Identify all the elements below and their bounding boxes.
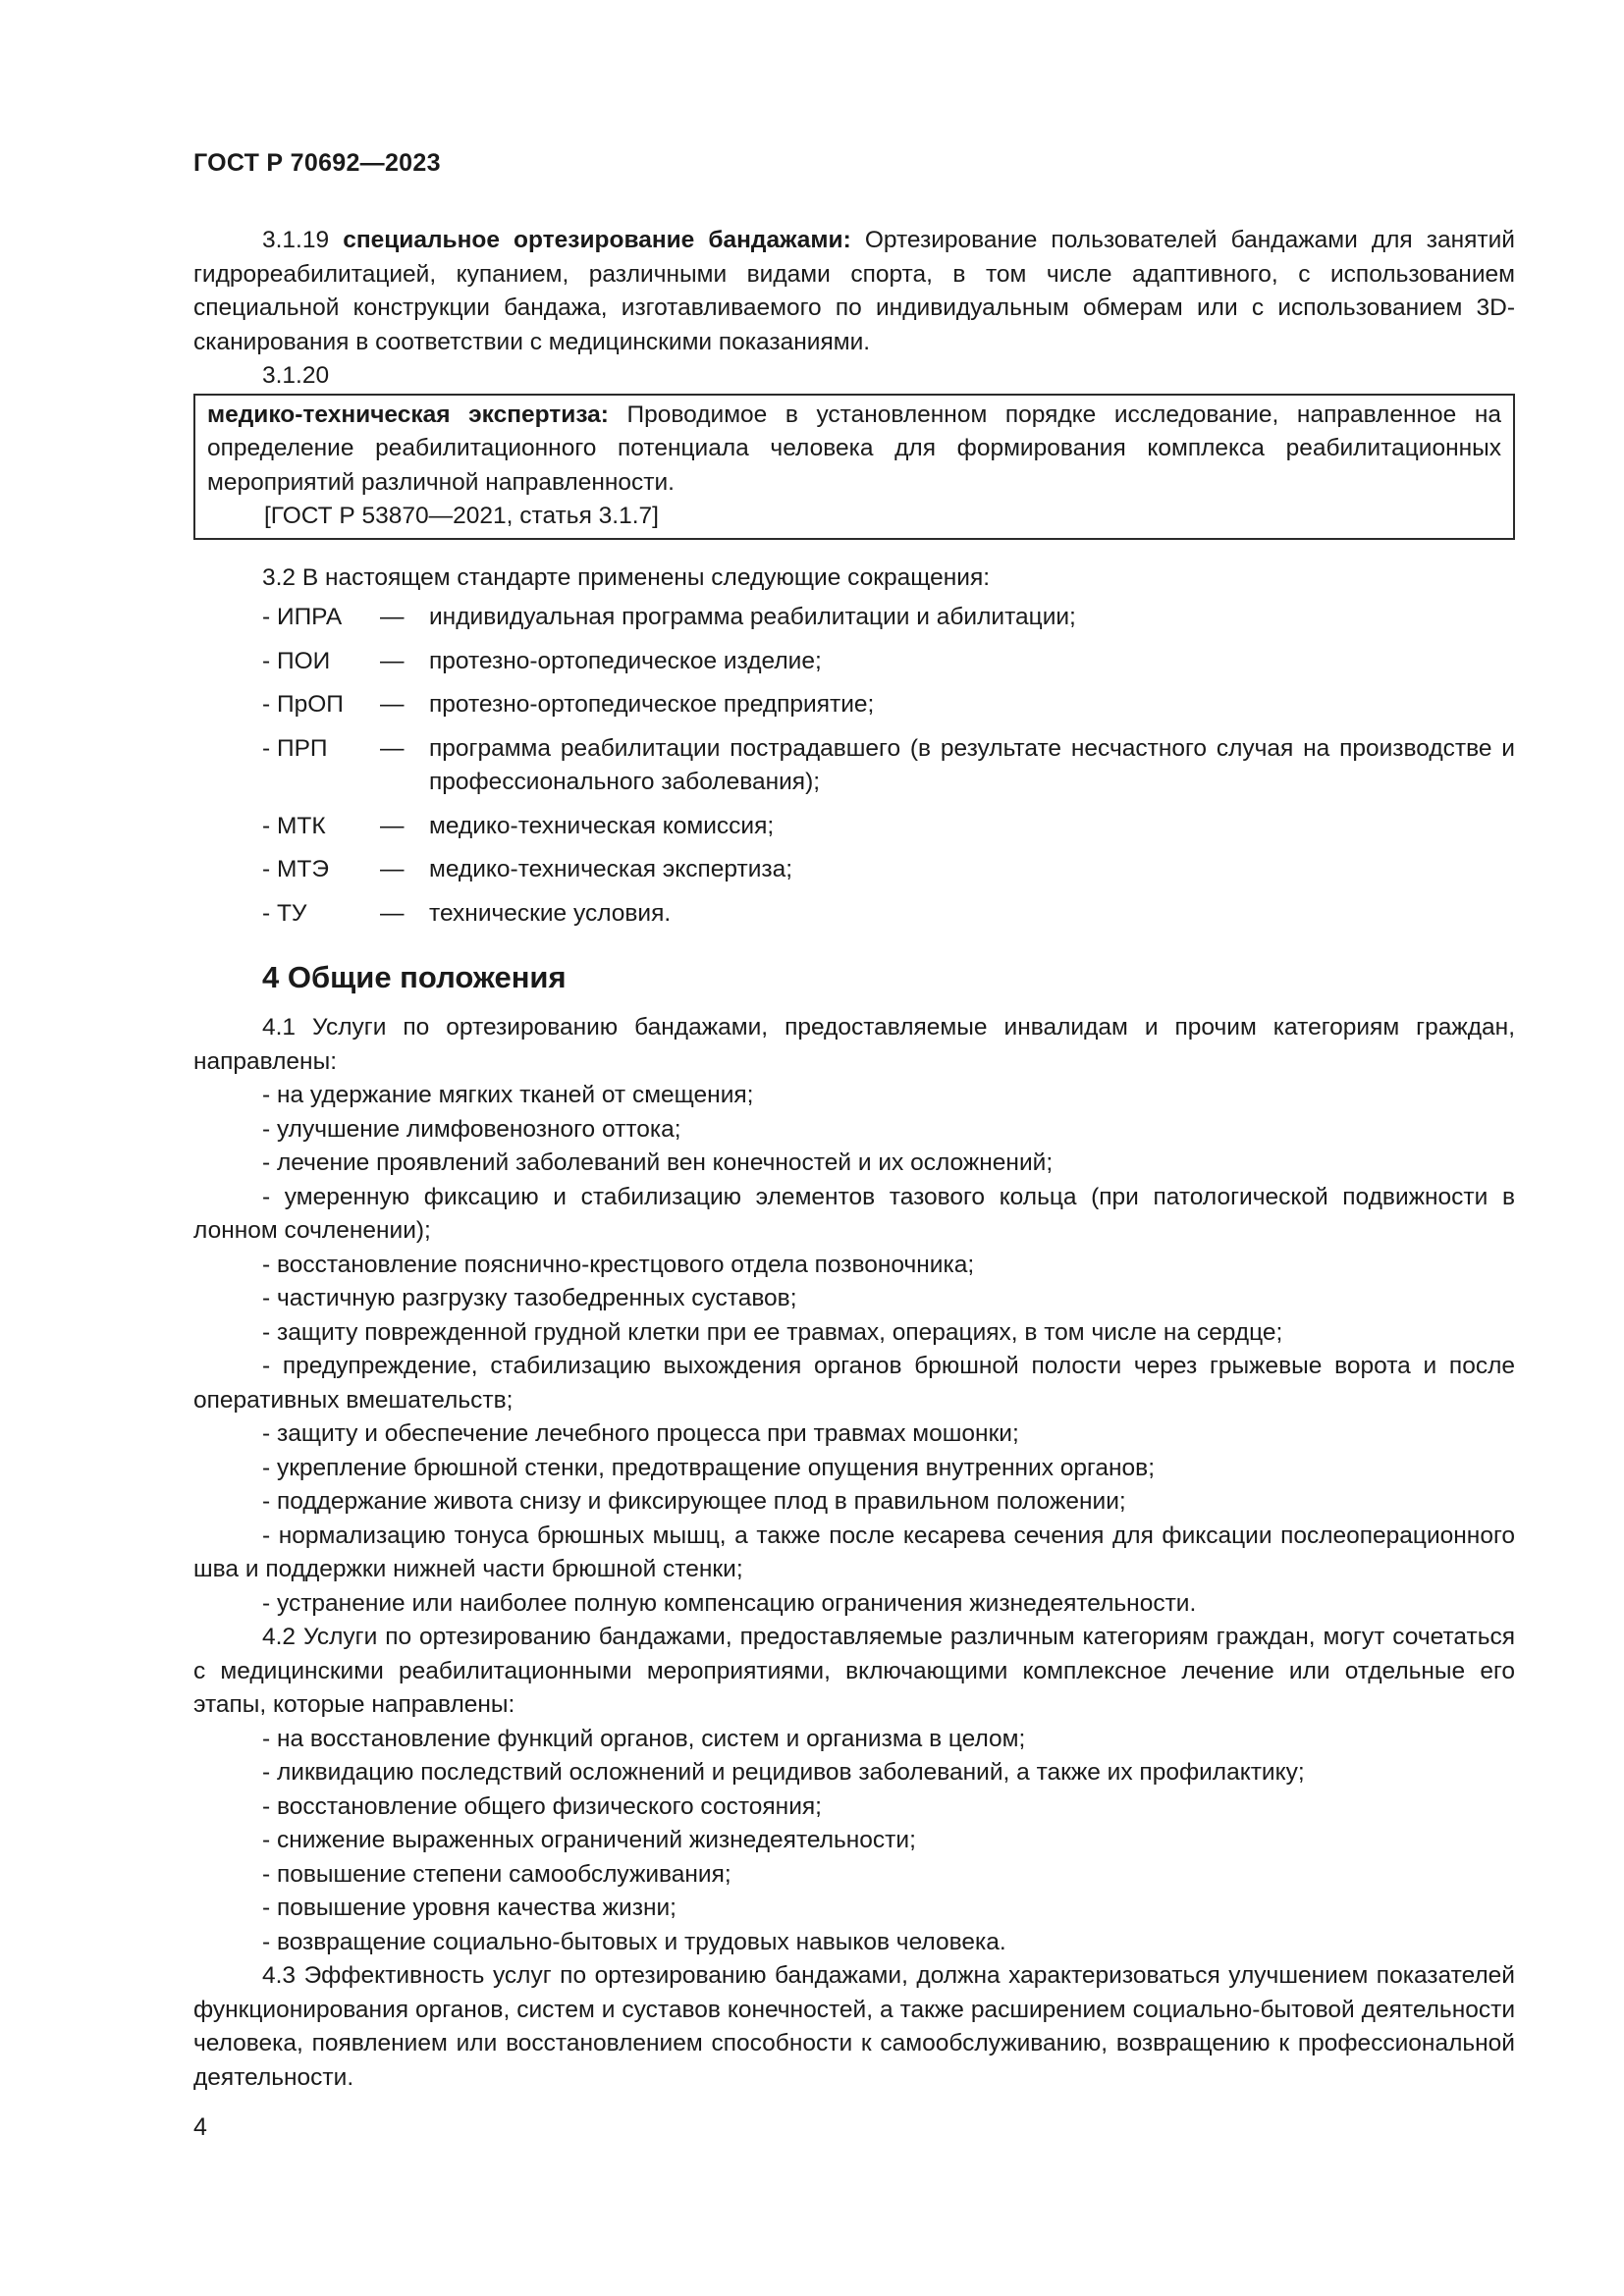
list-item: - повышение степени самообслуживания; (262, 1860, 731, 1888)
definition-number: 3.1.19 (262, 227, 330, 253)
list-item: - лечение проявлений заболеваний вен конечностей и их осложнений; (262, 1149, 1054, 1176)
abbreviation-key: - МТК (262, 812, 326, 839)
list-item: - поддержание живота снизу и фиксирующее плод в правильном положении; (262, 1488, 1126, 1515)
abbreviation-row (262, 688, 1515, 732)
list-item: - защиту поврежденной грудной клетки при ее травмах, операциях, в том числе на сердце; (262, 1318, 1283, 1346)
list-item: - повышение уровня качества жизни; (262, 1895, 677, 1921)
abbreviation-row (262, 853, 1515, 897)
list-item: - на восстановление функций органов, систем и организма в целом; (262, 1725, 1026, 1752)
abbreviation-key: - ИПРА (262, 604, 343, 630)
abbreviation-key: - МТЭ (262, 856, 329, 882)
list-item: - улучшение лимфовенозного оттока; (262, 1115, 681, 1143)
abbreviation-value: медико-техническая комиссия; (429, 812, 775, 839)
paragraph-4-1-intro: 4.1 Услуги по ортезированию бандажами, предоставляемые инвалидам и прочим категориям граждан, направлены: (193, 1014, 1515, 1075)
definition-3-1-20-number: 3.1.20 (262, 362, 330, 389)
page-content (193, 224, 1515, 2095)
definition-term: медико-техническая экспертиза: (207, 400, 609, 428)
section-4-title: 4 Общие положения (262, 960, 567, 994)
definition-term: специальное ортезирование бандажами: (343, 227, 851, 253)
definition-3-1-19 (193, 224, 1515, 359)
abbreviation-dash: — (380, 647, 405, 674)
definition-text: Ортезирование пользователей бандажами для занятий гидрореабилитацией, купанием, различными видами спорта, в том числе адаптивного, с использованием специальной конструкции бандажа, изготавливаемого по индивидуальным обмерам или с использованием 3D-сканирования в соответствии с медицинскими показаниями. (193, 227, 1515, 355)
paragraph-4-2-intro: 4.2 Услуги по ортезированию бандажами, предоставляемые различным категориям граждан, могут сочетаться с медицинскими реабилитационными мероприятиями, включающими комплексное лечение или отдельные его этапы, которые направлены: (193, 1624, 1515, 1718)
standard-code-header: ГОСТ Р 70692—2023 (193, 149, 441, 177)
paragraph-4-2-list (193, 1723, 1515, 1960)
list-item: - укрепление брюшной стенки, предотвращение опущения внутренних органов; (262, 1454, 1156, 1481)
abbreviation-row (262, 601, 1515, 645)
abbreviation-key: - ПОИ (262, 647, 331, 674)
list-item: - возвращение социально-бытовых и трудовых навыков человека. (262, 1928, 1006, 1955)
paragraph-4-3: 4.3 Эффективность услуг по ортезированию бандажами, должна характеризоваться улучшением показателей функционирования органов, систем и суставов конечностей, а также расширением социально-бытовой деятельности человека, появлением или восстановлением способности к самообслуживанию, возвращению к профессиональной деятельности. (193, 1962, 1515, 2091)
abbreviation-dash: — (380, 856, 405, 882)
abbreviation-row (262, 732, 1515, 810)
list-item: - на удержание мягких тканей от смещения; (262, 1082, 754, 1108)
abbreviation-value: протезно-ортопедическое предприятие; (429, 691, 875, 718)
list-item: - нормализацию тонуса брюшных мышц, а также после кесарева сечения для фиксации послеоперационного шва и поддержки нижней части брюшной стенки; (193, 1522, 1515, 1582)
abbreviation-key: - ПрОП (262, 691, 344, 718)
list-item: - ликвидацию последствий осложнений и рецидивов заболеваний, а также их профилактику; (262, 1759, 1305, 1786)
page-number: 4 (193, 2113, 207, 2141)
definition-source: [ГОСТ Р 53870—2021, статья 3.1.7] (264, 503, 659, 529)
abbreviation-value: программа реабилитации пострадавшего (в результате несчастного случая на производстве и профессионального заболевания); (429, 734, 1515, 795)
paragraph-4-1-list (193, 1079, 1515, 1621)
list-item: - восстановление общего физического состояния; (262, 1792, 822, 1820)
abbreviation-value: протезно-ортопедическое изделие; (429, 647, 822, 674)
abbreviation-row (262, 645, 1515, 689)
abbreviation-dash: — (380, 734, 405, 762)
abbreviation-dash: — (380, 899, 405, 927)
list-item: - частичную разгрузку тазобедренных суставов; (262, 1285, 797, 1311)
abbreviation-row (262, 810, 1515, 854)
abbreviation-key: - ТУ (262, 899, 307, 927)
abbreviation-value: медико-техническая экспертиза; (429, 856, 793, 882)
abbreviations-intro: 3.2 В настоящем стандарте применены следующие сокращения: (262, 563, 991, 591)
list-item: - умеренную фиксацию и стабилизацию элементов тазового кольца (при патологической подвижности в лонном сочленении); (193, 1183, 1515, 1244)
list-item: - устранение или наиболее полную компенсацию ограничения жизнедеятельности. (262, 1589, 1197, 1617)
list-item: - восстановление пояснично-крестцового отдела позвоночника; (262, 1251, 975, 1278)
abbreviation-dash: — (380, 604, 405, 630)
abbreviation-value: технические условия. (429, 899, 672, 927)
list-item: - предупреждение, стабилизацию выхождения органов брюшной полости через грыжевые ворота и после оперативных вмешательств; (193, 1353, 1515, 1414)
abbreviation-row (262, 897, 1515, 941)
abbreviation-key: - ПРП (262, 734, 328, 762)
abbreviation-value: индивидуальная программа реабилитации и абилитации; (429, 604, 1076, 630)
list-item: - защиту и обеспечение лечебного процесса при травмах мошонки; (262, 1420, 1019, 1447)
list-item: - снижение выраженных ограничений жизнедеятельности; (262, 1827, 916, 1853)
abbreviation-dash: — (380, 812, 405, 839)
definition-3-1-20 (207, 399, 1501, 501)
definition-3-1-20-box (193, 394, 1515, 540)
abbreviations-table (262, 601, 1515, 940)
definition-text: Проводимое в установленном порядке исследование, направленное на определение реабилитационного потенциала человека для формирования комплекса реабилитационных мероприятий различной направленности. (207, 400, 1501, 496)
abbreviation-dash: — (380, 691, 405, 718)
